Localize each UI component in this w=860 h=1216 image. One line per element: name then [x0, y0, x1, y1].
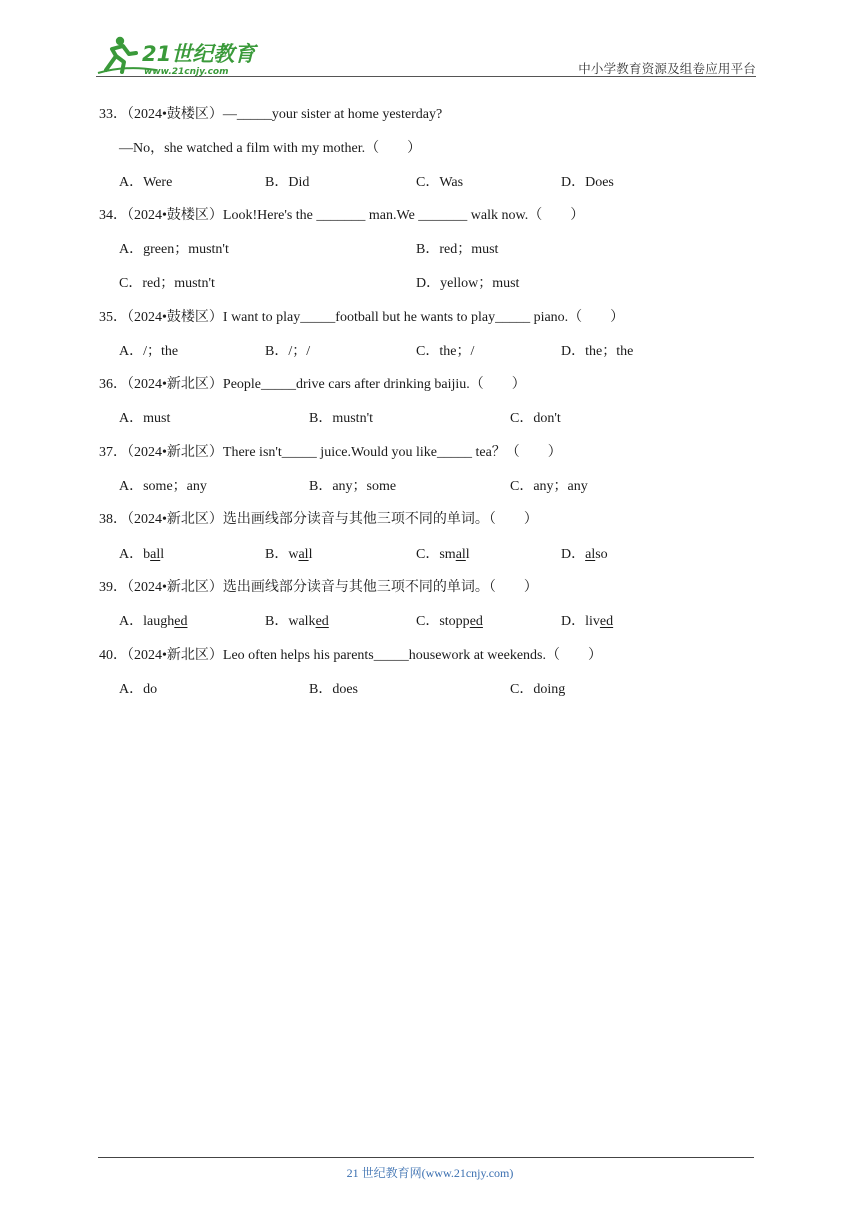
option-39-d[interactable]: D．lived [561, 614, 614, 629]
option-35-d[interactable]: D．the；the [561, 344, 634, 359]
question-37: 37．（2024•新北区）There isn't_____ juice.Would you like_____ tea？（ ） [99, 445, 562, 460]
option-36-a[interactable]: A．must [119, 411, 171, 426]
option-38-d[interactable]: D．also [561, 547, 608, 562]
option-34-d[interactable]: D．yellow；must [416, 276, 520, 291]
option-38-a[interactable]: A．ball [119, 547, 165, 562]
option-33-a[interactable]: A．Were [119, 175, 173, 190]
option-34-b[interactable]: B．red；must [416, 242, 499, 257]
option-39-b[interactable]: B．walked [265, 614, 329, 629]
question-39: 39．（2024•新北区）选出画线部分读音与其他三项不同的单词。（ ） [99, 580, 538, 595]
option-37-a[interactable]: A．some；any [119, 479, 207, 494]
option-34-c[interactable]: C．red；mustn't [119, 276, 215, 291]
question-33-line2: —No，she watched a film with my mother.（ ） [119, 141, 422, 156]
question-38: 38．（2024•新北区）选出画线部分读音与其他三项不同的单词。（ ） [99, 512, 538, 527]
option-38-c[interactable]: C．small [416, 547, 470, 562]
option-36-b[interactable]: B．mustn't [309, 411, 373, 426]
option-37-b[interactable]: B．any；some [309, 479, 397, 494]
header-divider [96, 76, 756, 77]
page-header [96, 28, 756, 78]
option-38-b[interactable]: B．wall [265, 547, 313, 562]
option-33-d[interactable]: D．Does [561, 175, 614, 190]
option-40-a[interactable]: A．do [119, 682, 158, 697]
option-35-a[interactable]: A．/；the [119, 344, 179, 359]
option-39-c[interactable]: C．stopped [416, 614, 483, 629]
question-40: 40．（2024•新北区）Leo often helps his parents_____housework at weekends.（ ） [99, 648, 602, 663]
option-40-b[interactable]: B．does [309, 682, 358, 697]
option-34-a[interactable]: A．green；mustn't [119, 242, 229, 257]
footer-divider [98, 1157, 754, 1158]
option-39-a[interactable]: A．laughed [119, 614, 188, 629]
option-35-c[interactable]: C．the；/ [416, 344, 475, 359]
option-37-c[interactable]: C．any；any [510, 479, 588, 494]
question-34: 34．（2024•鼓楼区）Look!Here's the _______ man.We _______ walk now.（ ） [99, 208, 585, 223]
question-36: 36．（2024•新北区）People_____drive cars after drinking baijiu.（ ） [99, 377, 526, 392]
question-33: 33．（2024•鼓楼区）—_____your sister at home yesterday? [99, 107, 443, 122]
option-33-b[interactable]: B．Did [265, 175, 310, 190]
footer-link[interactable]: 21 世纪教育网(www.21cnjy.com) [346, 1166, 514, 1180]
platform-name: 中小学教育资源及组卷应用平台 [578, 61, 756, 76]
option-36-c[interactable]: C．don't [510, 411, 561, 426]
option-40-c[interactable]: C．doing [510, 682, 566, 697]
option-35-b[interactable]: B．/；/ [265, 344, 311, 359]
question-35: 35．（2024•鼓楼区）I want to play_____football but he wants to play_____ piano.（ ） [99, 310, 625, 325]
option-33-c[interactable]: C．Was [416, 175, 464, 190]
svg-text:21世纪教育: 21世纪教育 [142, 42, 256, 66]
svg-text:www.21cnjy.com: www.21cnjy.com [144, 67, 229, 76]
site-logo [96, 32, 266, 76]
